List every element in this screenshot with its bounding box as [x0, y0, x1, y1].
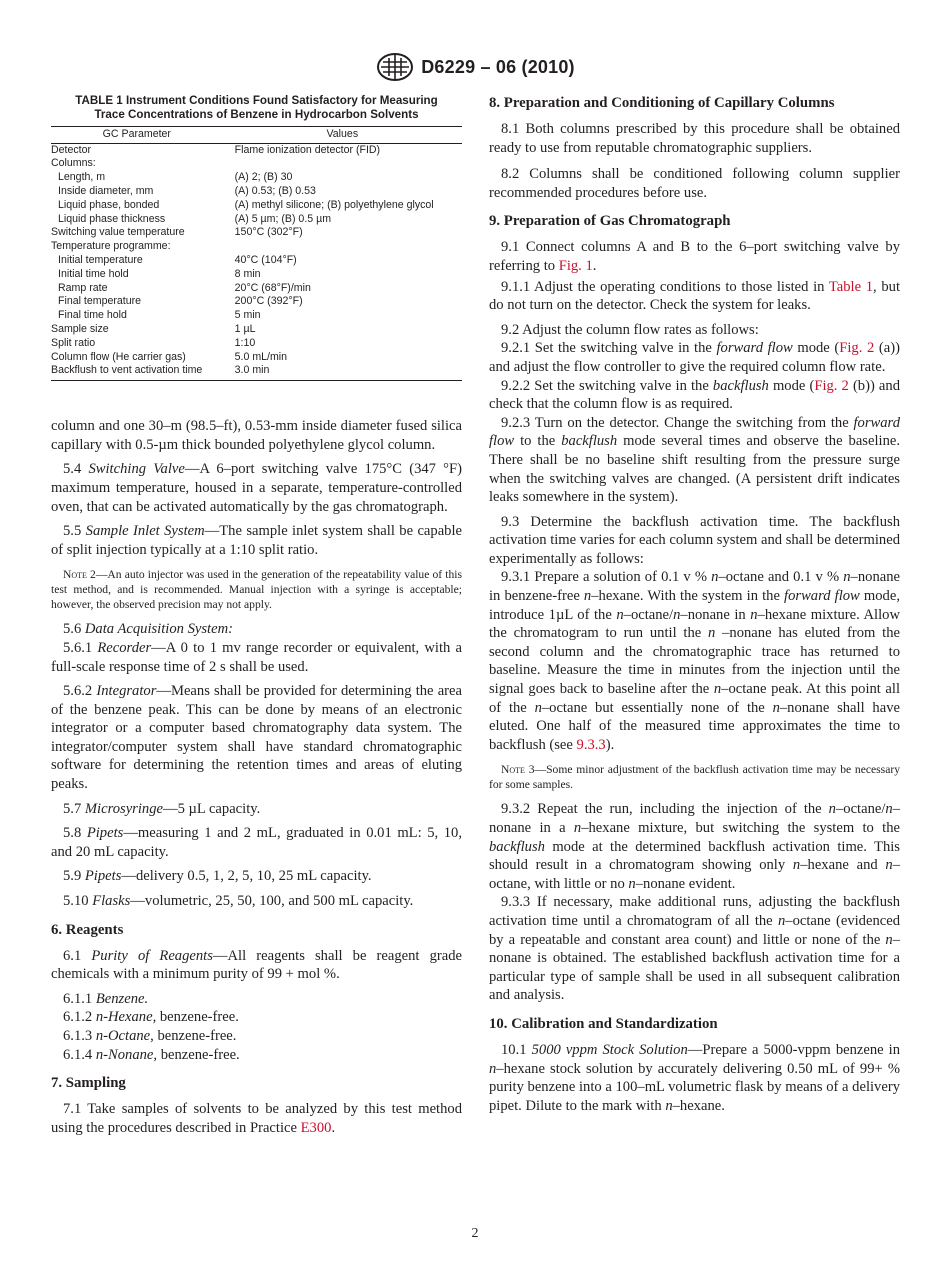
- note-2: Note 2—An auto injector was used in the generation of the repeatability value of this test method, and is recommended. Manual injection with a syringe is acceptable; however, the observed precision may not apply.: [51, 568, 462, 612]
- section-heading-10: 10. Calibration and Standardization: [489, 1015, 718, 1032]
- link-fig-2a[interactable]: Fig. 2: [839, 340, 875, 357]
- table-1-body: [51, 143, 462, 381]
- table-row: [51, 240, 462, 254]
- table-cell-parameter: Inside diameter, mm: [58, 185, 154, 197]
- table-cell-value: (A) 5 µm; (B) 0.5 µm: [234, 212, 332, 225]
- section-9-2-1: 9.2.1 Set the switching valve in the forward flow mode (Fig. 2 (a)) and adjust the flow controller to give the required column flow rate.: [489, 340, 900, 375]
- table-cell-value: 40°C (104°F): [234, 253, 297, 266]
- table-row: [51, 323, 462, 337]
- section-5-6-1: 5.6.1 Recorder—A 0 to 1 mv range recorder or equivalent, with a full-scale response time of 2 s shall be used.: [51, 639, 462, 675]
- page-number: 2: [471, 1226, 479, 1241]
- table-cell-value: 150°C (302°F): [234, 226, 303, 239]
- table-row: [51, 226, 462, 240]
- table-cell-value: 8 min: [234, 267, 261, 280]
- table-cell-parameter: Length, m: [58, 171, 106, 184]
- section-heading-6: 6. Reagents: [51, 921, 124, 938]
- table-row: [51, 295, 462, 309]
- table-cell-parameter: Temperature programme:: [51, 240, 171, 253]
- paragraph: column and one 30–m (98.5–ft), 0.53-mm inside diameter fused silica capillary with 0.5-µm thick bounded polyethylene glycol column.: [51, 418, 462, 453]
- standard-designation: D6229 – 06 (2010): [421, 56, 575, 77]
- table-row: [51, 268, 462, 282]
- section-5-10: 5.10 Flasks—volumetric, 25, 50, 100, and 500 mL capacity.: [63, 893, 414, 910]
- table-cell-value: [223, 240, 462, 254]
- section-9-3: 9.3 Determine the backflush activation time. The backflush activation time varies for each column system and shall be determined experimentally as follows:: [489, 513, 900, 567]
- table-cell-parameter: Liquid phase thickness: [58, 212, 166, 225]
- link-e300[interactable]: E300: [300, 1119, 332, 1136]
- section-9-2-3: 9.2.3 Turn on the detector. Change the switching from the forward flow to the backflush mode several times and observe the baseline. There shall be no baseline shift resulting from the pressure surge when the switching valves are changed. (A persistent drift indicates leaks somewhere in the system).: [489, 414, 900, 506]
- table-cell-parameter: Initial temperature: [58, 253, 143, 266]
- table-row: [51, 351, 462, 365]
- table-row: [51, 157, 462, 171]
- link-fig-2b[interactable]: Fig. 2: [814, 377, 849, 394]
- table-cell-value: [223, 157, 462, 171]
- section-9-2-2: 9.2.2 Set the switching valve in the backflush mode (Fig. 2 (b)) and check that the column flow is as required.: [489, 377, 900, 413]
- table-row: [51, 364, 462, 380]
- table-cell-value: 20°C (68°F)/min: [234, 281, 311, 294]
- link-fig-1[interactable]: Fig. 1: [558, 257, 593, 274]
- table-cell-value: 5 min: [234, 309, 261, 322]
- table-row: [51, 337, 462, 351]
- section-5-9: 5.9 Pipets—delivery 0.5, 1, 2, 5, 10, 25 mL capacity.: [63, 868, 372, 885]
- table-cell-parameter: Ramp rate: [58, 281, 108, 294]
- table-cell-value: 1:10: [234, 336, 256, 349]
- table-cell-value: (A) 0.53; (B) 0.53: [234, 185, 316, 197]
- table-row: [51, 185, 462, 199]
- section-9-3-2: 9.3.2 Repeat the run, including the injection of the n–octane/n–nonane in a n–hexane mixture, but switching the system to the backflush mode at the determined backflush activation time. This should result in a chromatogram showing only n–hexane and n–octane, with little or no n–nonane evident.: [489, 801, 900, 892]
- section-8-2: 8.2 Columns shall be conditioned following column supplier recommended procedures before use.: [489, 166, 900, 201]
- table-cell-parameter: Initial time hold: [58, 267, 129, 280]
- section-9-3-1: 9.3.1 Prepare a solution of 0.1 v % n–octane and 0.1 v % n–nonane in benzene-free n–hexane. With the system in the forward flow mode, introduce 1µL of the n–octane/n–nonane in n–hexane mixture. Allow the chromatogram to run until the n –nonane has eluted from the second column and the chromatographic trace has returned to baseline. Measure the time in minutes from the injection until the signal goes back to baseline after the n–octane peak. At this point all of the n–octane but essentially none of the n–nonane shall have eluted. One half of the measured time approximates the time to backflush (see 9.3.3).: [489, 569, 901, 753]
- table-cell-value: (A) 2; (B) 30: [234, 171, 293, 184]
- section-6-1-1: 6.1.1 Benzene.: [63, 990, 149, 1007]
- section-5-6-2: 5.6.2 Integrator—Means shall be provided for determining the area of the benzene peak. This can be done by means of an electronic integrator or a computer based chromatography data system. The integrator/computer system shall have standard chromatographic software for determining the retention times and areas of eluting peaks.: [51, 683, 462, 793]
- table-cell-parameter: Detector: [51, 143, 92, 156]
- table-row: [51, 199, 462, 213]
- table-cell-parameter: Switching value temperature: [51, 226, 185, 239]
- table-1: [51, 126, 462, 381]
- table-header-values: Values: [223, 126, 462, 143]
- table-cell-value: 5.0 mL/min: [234, 350, 288, 363]
- section-5-5: 5.5 Sample Inlet System—The sample inlet system shall be capable of split injection typically at a 1:10 split ratio.: [51, 523, 462, 558]
- note-3: Note 3—Some minor adjustment of the backflush activation time may be necessary for some samples.: [489, 763, 900, 792]
- table-cell-value: 3.0 min: [223, 364, 462, 380]
- left-column: [51, 92, 462, 1143]
- table-cell-parameter: Sample size: [51, 322, 109, 335]
- astm-logo-icon: [375, 52, 415, 82]
- table-cell-value: (A) methyl silicone; (B) polyethylene glycol: [234, 198, 434, 211]
- section-heading-8: 8. Preparation and Conditioning of Capillary Columns: [489, 95, 835, 111]
- link-9-3-3[interactable]: 9.3.3: [576, 736, 606, 753]
- section-6-1-2: 6.1.2 n-Hexane, benzene-free.: [63, 1009, 239, 1026]
- table-1-title: TABLE 1 Instrument Conditions Found Satisfactory for Measuring Trace Concentrations of Benzene in Hydrocarbon Solvents: [75, 94, 438, 122]
- table-cell-parameter: Final time hold: [58, 309, 127, 322]
- section-10-1: 10.1 5000 vppm Stock Solution—Prepare a 5000-vppm benzene in n–hexane stock solution by accurately delivering 0.50 mL of 99+ % purity benzene into a 100–mL volumetric flask by means of a delivery pipet. Dilute to the mark with n–hexane.: [489, 1041, 901, 1114]
- section-9-3-3: 9.3.3 If necessary, make additional runs, adjusting the backflush activation time until a chromatogram of all the n–octane (evidenced by a repeatable and constant area count) and little or none of the n–nonane is obtained. The established backflush activation time for a particular type of sample shall be used in all subsequent calibration and analysis.: [489, 894, 900, 1004]
- table-row: [51, 254, 462, 268]
- table-row: [51, 213, 462, 227]
- table-header-parameter: GC Parameter: [51, 126, 223, 143]
- table-row: [51, 282, 462, 296]
- table-cell-parameter: Split ratio: [51, 336, 96, 349]
- section-8-1: 8.1 Both columns prescribed by this procedure shall be obtained ready to use from reputable chromatographic suppliers.: [489, 121, 900, 156]
- table-cell-value: Flame ionization detector (FID): [234, 143, 381, 156]
- table-cell-parameter: Column flow (He carrier gas): [51, 350, 186, 363]
- section-5-8: 5.8 Pipets—measuring 1 and 2 mL, graduated in 0.01 mL: 5, 10, and 20 mL capacity.: [51, 825, 462, 860]
- table-row: [51, 309, 462, 323]
- table-cell-parameter: Final temperature: [58, 295, 142, 308]
- page-header: [0, 52, 950, 82]
- section-9-2: 9.2 Adjust the column flow rates as follows:: [501, 321, 759, 338]
- section-5-7: 5.7 Microsyringe—5 µL capacity.: [63, 800, 261, 817]
- table-cell-parameter: Columns:: [51, 157, 96, 170]
- table-row: [51, 143, 462, 157]
- section-6-1-3: 6.1.3 n-Octane, benzene-free.: [63, 1028, 237, 1044]
- link-table-1[interactable]: Table 1: [828, 278, 874, 295]
- table-cell-value: 200°C (392°F): [234, 295, 303, 308]
- section-heading-7: 7. Sampling: [51, 1075, 126, 1092]
- table-cell-parameter: Backflush to vent activation time: [51, 364, 223, 380]
- right-column: [489, 92, 900, 1121]
- section-heading-9: 9. Preparation of Gas Chromatograph: [489, 213, 731, 230]
- table-cell-parameter: Liquid phase, bonded: [58, 198, 160, 211]
- section-6-1: 6.1 Purity of Reagents—All reagents shall be reagent grade chemicals with a minimum purity of 99 + mol %.: [51, 947, 463, 983]
- section-9-1-1: 9.1.1 Adjust the operating conditions to those listed in Table 1, but do not turn on the detector. Check the system for leaks.: [489, 278, 901, 314]
- section-5-4: 5.4 Switching Valve—A 6–port switching valve 175°C (347 °F) maximum temperature, housed in a separate, temperature-controlled oven, that can be activated automatically by the gas chromatograph.: [51, 461, 462, 515]
- section-6-1-4: 6.1.4 n-Nonane, benzene-free.: [63, 1046, 240, 1063]
- table-row: [51, 171, 462, 185]
- section-5-6: 5.6 Data Acquisition System:: [63, 621, 233, 638]
- section-9-1: 9.1 Connect columns A and B to the 6–port switching valve by referring to Fig. 1.: [489, 239, 900, 274]
- table-cell-value: 1 µL: [234, 322, 256, 335]
- section-7-1: 7.1 Take samples of solvents to be analyzed by this test method using the procedures described in Practice E300.: [51, 1101, 462, 1136]
